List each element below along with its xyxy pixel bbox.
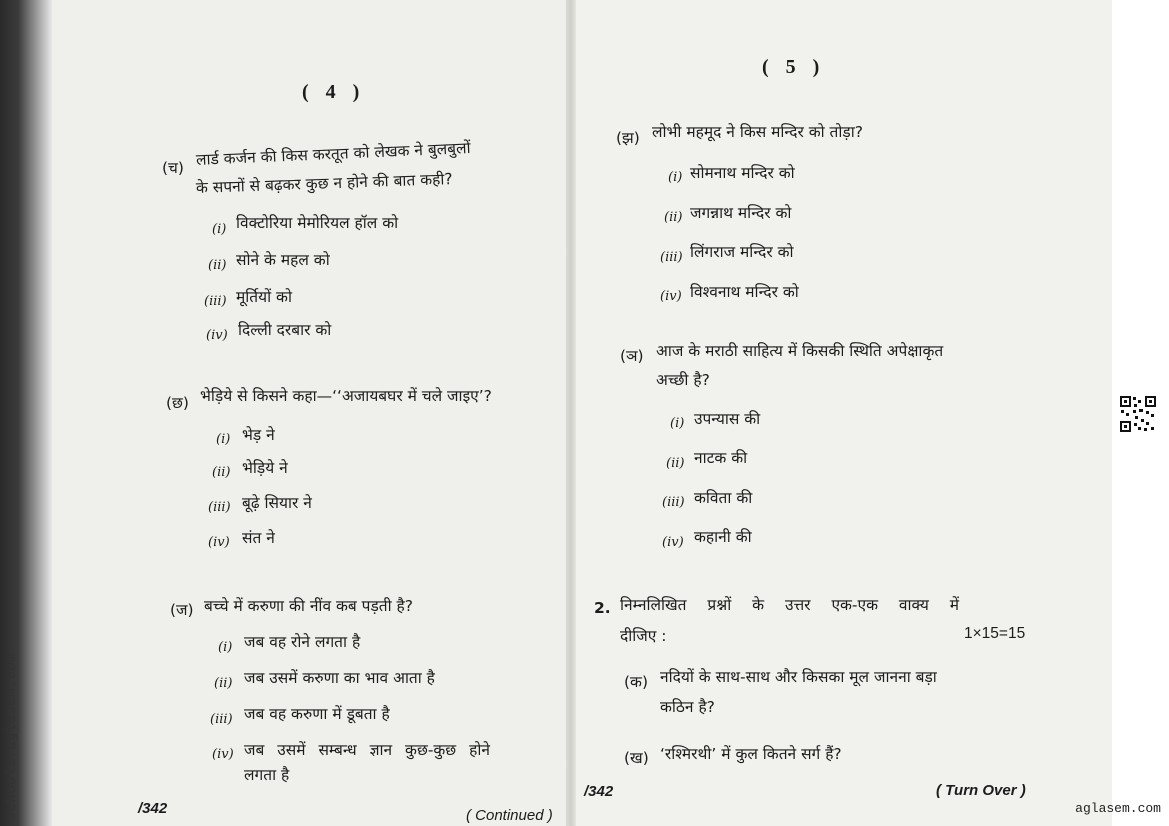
option-number: (iii) — [204, 294, 227, 309]
question-label: (ञ) — [620, 347, 644, 365]
option-text: सोमनाथ मन्दिर को — [690, 164, 795, 182]
watermark-side: schools.aglasem.com — [4, 652, 19, 820]
question-label: (क) — [624, 673, 648, 691]
question-label: (छ) — [166, 394, 189, 412]
footer-note-right: ( Turn Over ) — [936, 782, 1026, 799]
option-number: (i) — [212, 222, 227, 237]
option-number: (i) — [218, 640, 233, 655]
option-text: नाटक की — [694, 449, 748, 467]
question-text: ‘रश्मिरथी’ में कुल कितने सर्ग हैं? — [660, 745, 842, 763]
question-text: लोभी महमूद ने किस मन्दिर को तोड़ा? — [652, 123, 863, 141]
option-text: विश्वनाथ मन्दिर को — [690, 283, 799, 301]
option-text: भेड़ ने — [242, 426, 275, 444]
question-number: 2. — [594, 599, 611, 617]
option-text: जब वह करुणा में डूबता है — [244, 705, 390, 723]
qr-code-icon — [1119, 395, 1157, 433]
option-number: (iv) — [208, 535, 230, 550]
option-text: संत ने — [242, 529, 275, 547]
option-number: (i) — [670, 416, 685, 431]
option-number: (iv) — [660, 289, 682, 304]
option-text: कविता की — [694, 489, 753, 507]
option-number: (ii) — [208, 258, 227, 273]
option-number: (ii) — [664, 210, 683, 225]
option-text: जब उसमें सम्बन्ध ज्ञान कुछ-कुछ होने — [244, 741, 490, 759]
option-text: भेड़िये ने — [242, 459, 288, 477]
question-text: लार्ड कर्जन की किस करतूत को लेखक ने बुलबुलों — [195, 139, 471, 169]
option-text: कहानी की — [694, 528, 752, 546]
option-text: सोने के महल को — [236, 251, 330, 269]
option-text: जगन्नाथ मन्दिर को — [690, 204, 792, 222]
question-text: आज के मराठी साहित्य में किसकी स्थिति अपेक्षाकृत — [656, 342, 944, 360]
question-text: नदियों के साथ-साथ और किसका मूल जानना बड़ा — [660, 668, 937, 686]
question-text-line2: कठिन है? — [660, 698, 715, 716]
question-text: भेड़िये से किसने कहा—‘‘अजायबघर में चले जाइए’? — [200, 387, 492, 405]
footer-code-right: /342 — [584, 783, 614, 800]
option-text-line2: लगता है — [244, 766, 290, 784]
option-number: (iii) — [210, 712, 233, 727]
footer-note-left: ( Continued ) — [466, 807, 553, 824]
marks: 1×15=15 — [964, 625, 1026, 642]
question-text-line2: के सपनों से बढ़कर कुछ न होने की बात कही? — [195, 170, 453, 197]
question-label: (झ) — [616, 129, 640, 147]
watermark-corner: aglasem.com — [1075, 801, 1161, 816]
option-number: (ii) — [214, 676, 233, 691]
option-number: (iv) — [662, 535, 684, 550]
option-number: (iii) — [208, 500, 231, 515]
page-number-left: ( 4 ) — [302, 81, 366, 103]
option-number: (iii) — [660, 250, 683, 265]
option-text: मूर्तियों को — [236, 288, 292, 306]
question-text: निम्नलिखित प्रश्नों के उत्तर एक-एक वाक्य में — [620, 596, 960, 614]
question-label: (च) — [162, 159, 184, 177]
question-label: (ख) — [624, 749, 649, 767]
page-number-right: ( 5 ) — [762, 56, 826, 78]
option-number: (i) — [668, 170, 683, 185]
option-text: विक्टोरिया मेमोरियल हॉल को — [236, 214, 399, 232]
option-number: (iv) — [212, 747, 234, 762]
page-gutter — [566, 0, 576, 826]
option-text: जब वह रोने लगता है — [244, 633, 361, 651]
option-text: बूढ़े सियार ने — [242, 494, 312, 512]
option-number: (i) — [216, 432, 231, 447]
question-label: (ज) — [170, 601, 194, 619]
option-number: (ii) — [212, 465, 231, 480]
question-text-line2: दीजिए : — [620, 627, 667, 645]
option-text: उपन्यास की — [694, 410, 761, 428]
option-text: दिल्ली दरबार को — [238, 321, 332, 339]
left-page — [52, 0, 570, 826]
question-text: बच्चे में करुणा की नींव कब पड़ती है? — [204, 597, 414, 615]
footer-code-left: /342 — [138, 800, 168, 817]
option-text: जब उसमें करुणा का भाव आता है — [244, 669, 435, 687]
option-number: (iii) — [662, 495, 685, 510]
option-text: लिंगराज मन्दिर को — [690, 243, 794, 261]
question-text-line2: अच्छी है? — [656, 371, 710, 389]
option-number: (iv) — [206, 328, 228, 343]
option-number: (ii) — [666, 456, 685, 471]
